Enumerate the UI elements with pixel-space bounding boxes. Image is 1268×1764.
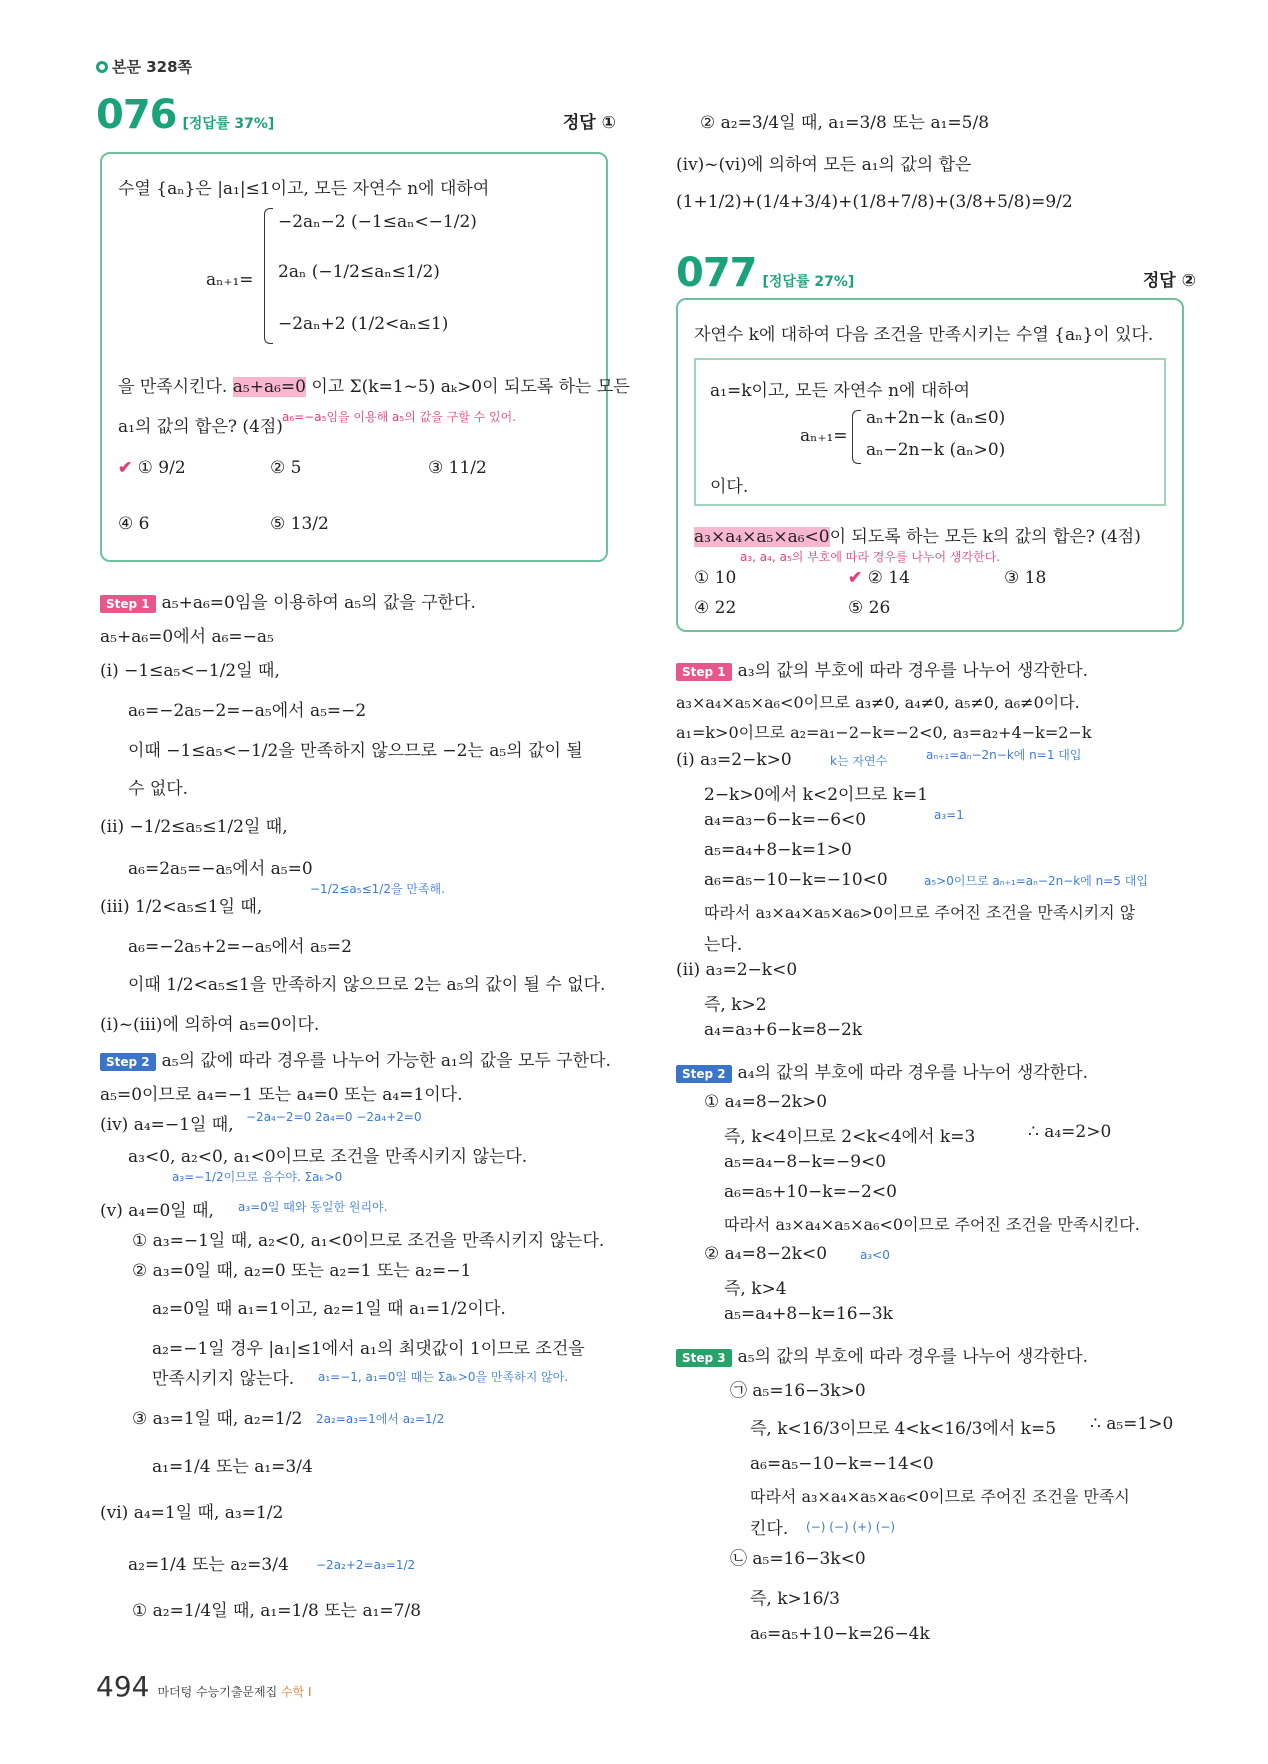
- q076-stem-2: [118, 372, 630, 397]
- step2-title: a₅의 값에 따라 경우를 나누어 가능한 a₁의 값을 모두 구한다.: [161, 1051, 611, 1071]
- sol076-line: a₅+a₆=0에서 a₆=−a₅: [100, 627, 274, 647]
- sol077-line: 즉, k<16/3이므로 4<k<16/3에서 k=5: [750, 1419, 1057, 1439]
- sol076-line: a₅=0이므로 a₄=−1 또는 a₄=0 또는 a₄=1이다.: [100, 1085, 463, 1105]
- step1-badge: Step 1: [676, 663, 732, 681]
- q077-inner-1: a₁=k이고, 모든 자연수 n에 대하여: [710, 381, 971, 401]
- q076-lhs: aₙ₊₁=: [206, 270, 254, 290]
- sol077-line: 즉, k>4: [724, 1279, 787, 1299]
- q076-answer: 정답 ①: [562, 113, 616, 133]
- sol077-line: (ii) a₃=2−k<0: [676, 960, 798, 980]
- q077-stem-1: 자연수 k에 대하여 다음 조건을 만족시키는 수열 {aₙ}이 있다.: [694, 325, 1154, 345]
- sol076-note-iv2: a₃=−1/2이므로 음수야. Σaₖ>0: [172, 1170, 343, 1184]
- q077-stem-2b: 이 되도록 하는 모든 k의 값의 합은? (4점): [829, 527, 1141, 547]
- q077-highlight: a₃×a₄×a₅×a₆<0: [694, 527, 830, 547]
- sol077-signs: (−) (−) (+) (−): [806, 1520, 896, 1534]
- sol076-step2: [100, 1046, 611, 1071]
- step3-title: a₅의 값의 부호에 따라 경우를 나누어 생각한다.: [737, 1347, 1089, 1367]
- sol077-note-2: aₙ₊₁=aₙ−2n−k에 n=1 대입: [926, 748, 1082, 762]
- q077-header: [676, 250, 1196, 296]
- sol077-line: a₁=k>0이므로 a₂=a₁−2−k=−2<0, a₃=a₂+4−k=2−k: [676, 723, 1092, 742]
- sol077-line: a₅=a₄−8−k=−9<0: [724, 1152, 887, 1172]
- page-footer: [96, 1670, 312, 1703]
- step1-title: a₅+a₆=0임을 이용하여 a₅의 값을 구한다.: [161, 593, 476, 613]
- step2-title: a₄의 값의 부호에 따라 경우를 나누어 생각한다.: [737, 1063, 1089, 1083]
- q077-answer: 정답 ②: [1142, 271, 1196, 291]
- reference-tag: [96, 56, 192, 77]
- sol077-line: 2−k>0에서 k<2이므로 k=1: [704, 785, 929, 805]
- sol076-line: 이때 −1≤a₅<−1/2을 만족하지 않으므로 −2는 a₅의 값이 될: [128, 741, 583, 761]
- q076-stem-2a: 을 만족시킨다.: [118, 377, 228, 397]
- q077-brace: [852, 410, 861, 464]
- reference-text: 본문 328쪽: [112, 58, 193, 76]
- q076-number: 076: [96, 92, 177, 138]
- sol076-note-v: a₃=0일 때와 동일한 원리야.: [238, 1200, 388, 1214]
- sol076-line: 만족시키지 않는다.: [152, 1369, 295, 1389]
- q076-stem-3: a₁의 값의 합은? (4점): [118, 417, 283, 437]
- step1-badge: Step 1: [100, 595, 156, 613]
- q076-hint: a₆=−a₅임을 이용해 a₅의 값을 구할 수 있어.: [282, 410, 516, 424]
- q076-choice-4[interactable]: ④ 6: [118, 514, 150, 534]
- sol077-line: ㉠ a₅=16−3k>0: [730, 1381, 866, 1401]
- sol077-line: a₆=a₅+10−k=−2<0: [724, 1182, 897, 1202]
- sol077-line: a₅=a₄+8−k=16−3k: [724, 1304, 893, 1324]
- sol076-line: 이때 1/2<a₅≤1을 만족하지 않으므로 2는 a₅의 값이 될 수 없다.: [128, 975, 606, 995]
- sol076-line: (iv) a₄=−1일 때,: [100, 1115, 234, 1135]
- sol077-line: a₆=a₅−10−k=−14<0: [750, 1454, 934, 1474]
- sol076-line: (ii) −1/2≤a₅≤1/2일 때,: [100, 817, 288, 837]
- q077-case-2: aₙ−2n−k (aₙ>0): [866, 440, 1006, 460]
- sol077-note-5: a₃<0: [860, 1248, 890, 1262]
- q076-choice-1[interactable]: ✔ ① 9/2: [118, 458, 186, 478]
- sol077-line: 는다.: [704, 935, 743, 955]
- sol076-line: a₆=−2a₅+2=−a₅에서 a₅=2: [128, 937, 352, 957]
- q076-case-3: −2aₙ+2 (1/2<aₙ≤1): [278, 314, 449, 334]
- sol077-line: ① a₄=8−2k>0: [704, 1092, 828, 1112]
- step2-badge: Step 2: [676, 1065, 732, 1083]
- sol076-line: a₂=1/4 또는 a₂=3/4: [128, 1555, 289, 1575]
- page-number: 494: [96, 1670, 150, 1703]
- q076-choice-5[interactable]: ⑤ 13/2: [270, 514, 329, 534]
- step2-badge: Step 2: [100, 1053, 156, 1071]
- q077-choice-4[interactable]: ④ 22: [694, 598, 737, 618]
- q077-inner-2: 이다.: [710, 477, 749, 497]
- sol076-line: 수 없다.: [128, 779, 189, 799]
- sol076r-line-1: ② a₂=3/4일 때, a₁=3/8 또는 a₁=5/8: [700, 113, 990, 133]
- q076-stem-1: 수열 {aₙ}은 |a₁|≤1이고, 모든 자연수 n에 대하여: [118, 179, 490, 199]
- q076-case-1: −2aₙ−2 (−1≤aₙ<−1/2): [278, 212, 477, 232]
- sol077-line: a₆=a₅+10−k=26−4k: [750, 1624, 930, 1644]
- sol077-step1: [676, 656, 1088, 681]
- sol076-line: a₂=−1일 경우 |a₁|≤1에서 a₁의 최댓값이 1이므로 조건을: [152, 1339, 585, 1359]
- sol076-line: (i)~(iii)에 의하여 a₅=0이다.: [100, 1015, 320, 1035]
- sol076-line: ① a₂=1/4일 때, a₁=1/8 또는 a₁=7/8: [132, 1601, 422, 1621]
- sol077-line: a₅=a₄+8−k=1>0: [704, 840, 852, 860]
- sol077-line: 따라서 a₃×a₄×a₅×a₆>0이므로 주어진 조건을 만족시키지 않: [704, 903, 1136, 922]
- sol076-step1: [100, 588, 476, 613]
- q077-stem-2: [694, 522, 1141, 547]
- sol076-note-ii: −1/2≤a₅≤1/2을 만족해.: [310, 882, 445, 896]
- sol077-line: 따라서 a₃×a₄×a₅×a₆<0이므로 주어진 조건을 만족시: [750, 1487, 1130, 1506]
- q076-rate: [정답률 37%]: [182, 116, 275, 132]
- check-icon: ✔: [118, 458, 133, 478]
- sol077-line: ∴ a₅=1>0: [1090, 1414, 1174, 1434]
- sol076r-line-2: (iv)~(vi)에 의하여 모든 a₁의 값의 합은: [676, 155, 972, 175]
- sol077-line: (i) a₃=2−k>0: [676, 750, 792, 770]
- q077-problem-box: [676, 298, 1184, 632]
- sol077-line: 킨다.: [750, 1519, 789, 1539]
- sol077-line: a₆=a₅−10−k=−10<0: [704, 870, 888, 890]
- q077-choice-1[interactable]: ① 10: [694, 568, 737, 588]
- q077-choice-2[interactable]: ✔ ② 14: [848, 568, 910, 588]
- sol076-line: (vi) a₄=1일 때, a₃=1/2: [100, 1503, 284, 1523]
- q077-choice-5[interactable]: ⑤ 26: [848, 598, 891, 618]
- q076-stem-2b: 이고 Σ(k=1~5) aₖ>0이 되도록 하는 모든: [311, 377, 630, 397]
- sol076r-line-3: (1+1/2)+(1/4+3/4)+(1/8+7/8)+(3/8+5/8)=9/2: [676, 192, 1073, 212]
- sol077-line: ∴ a₄=2>0: [1028, 1122, 1112, 1142]
- sol076-note-v3: 2a₂=a₃=1에서 a₂=1/2: [316, 1412, 445, 1426]
- q076-choice-2[interactable]: ② 5: [270, 458, 302, 478]
- book-title: 마더텅 수능기출문제집 수학 I: [157, 1685, 312, 1699]
- q077-choice-3[interactable]: ③ 18: [1004, 568, 1047, 588]
- check-icon: ✔: [848, 568, 863, 588]
- book-subject: 수학 I: [281, 1685, 312, 1699]
- q076-brace: [264, 208, 273, 344]
- sol077-line: a₃×a₄×a₅×a₆<0이므로 a₃≠0, a₄≠0, a₅≠0, a₆≠0이다.: [676, 693, 1080, 712]
- sol076-line: (v) a₄=0일 때,: [100, 1201, 214, 1221]
- q076-highlight: a₅+a₆=0: [232, 377, 306, 397]
- sol077-line: a₄=a₃−6−k=−6<0: [704, 810, 867, 830]
- sol076-line: a₃<0, a₂<0, a₁<0이므로 조건을 만족시키지 않는다.: [128, 1147, 528, 1167]
- q077-rate: [정답률 27%]: [762, 274, 855, 290]
- step3-badge: Step 3: [676, 1349, 732, 1367]
- sol076-line: ① a₃=−1일 때, a₂<0, a₁<0이므로 조건을 만족시키지 않는다.: [132, 1231, 605, 1251]
- q076-problem-box: [100, 152, 630, 562]
- step1-title: a₃의 값의 부호에 따라 경우를 나누어 생각한다.: [737, 661, 1089, 681]
- q077-number: 077: [676, 250, 757, 296]
- sol077-note-3: a₃=1: [934, 808, 964, 822]
- sol077-line: ㉡ a₅=16−3k<0: [730, 1549, 866, 1569]
- sol076-line: a₂=0일 때 a₁=1이고, a₂=1일 때 a₁=1/2이다.: [152, 1299, 506, 1319]
- sol077-line: a₄=a₃+6−k=8−2k: [704, 1020, 863, 1040]
- sol076-note-v2: a₁=−1, a₁=0일 때는 Σaₖ>0을 만족하지 않아.: [318, 1370, 569, 1384]
- sol076-line: a₆=−2a₅−2=−a₅에서 a₅=−2: [128, 701, 367, 721]
- sol076-line: (i) −1≤a₅<−1/2일 때,: [100, 661, 280, 681]
- sol077-line: 즉, k>16/3: [750, 1589, 840, 1609]
- q077-condition-box: [694, 358, 1166, 506]
- q076-choice-3[interactable]: ③ 11/2: [428, 458, 487, 478]
- sol077-note-1: k는 자연수: [830, 754, 888, 768]
- q076-header: [96, 92, 616, 138]
- q077-lhs: aₙ₊₁=: [800, 426, 848, 446]
- q076-case-2: 2aₙ (−1/2≤aₙ≤1/2): [278, 262, 440, 282]
- sol077-note-4: a₅>0이므로 aₙ₊₁=aₙ−2n−k에 n=5 대입: [924, 874, 1148, 888]
- sol076-line: ② a₃=0일 때, a₂=0 또는 a₂=1 또는 a₂=−1: [132, 1261, 472, 1281]
- circle-icon: [96, 61, 108, 73]
- q077-case-1: aₙ+2n−k (aₙ≤0): [866, 408, 1006, 428]
- sol076-line: (iii) 1/2<a₅≤1일 때,: [100, 897, 263, 917]
- sol077-line: 즉, k>2: [704, 995, 767, 1015]
- sol076-line: ③ a₃=1일 때, a₂=1/2: [132, 1409, 303, 1429]
- sol077-line: ② a₄=8−2k<0: [704, 1244, 828, 1264]
- sol076-note-vi: −2a₂+2=a₃=1/2: [316, 1558, 416, 1572]
- sol076-line: a₁=1/4 또는 a₁=3/4: [152, 1457, 313, 1477]
- sol077-step3: [676, 1342, 1088, 1367]
- sol077-line: 따라서 a₃×a₄×a₅×a₆<0이므로 주어진 조건을 만족시킨다.: [724, 1215, 1140, 1234]
- sol077-step2: [676, 1058, 1088, 1083]
- sol076-line: a₆=2a₅=−a₅에서 a₅=0: [128, 859, 313, 879]
- q077-hint: a₃, a₄, a₅의 부호에 따라 경우를 나누어 생각한다.: [740, 550, 1001, 564]
- sol077-line: 즉, k<4이므로 2<k<4에서 k=3: [724, 1127, 976, 1147]
- sol076-note-iv: −2a₄−2=0 2a₄=0 −2a₄+2=0: [246, 1110, 422, 1124]
